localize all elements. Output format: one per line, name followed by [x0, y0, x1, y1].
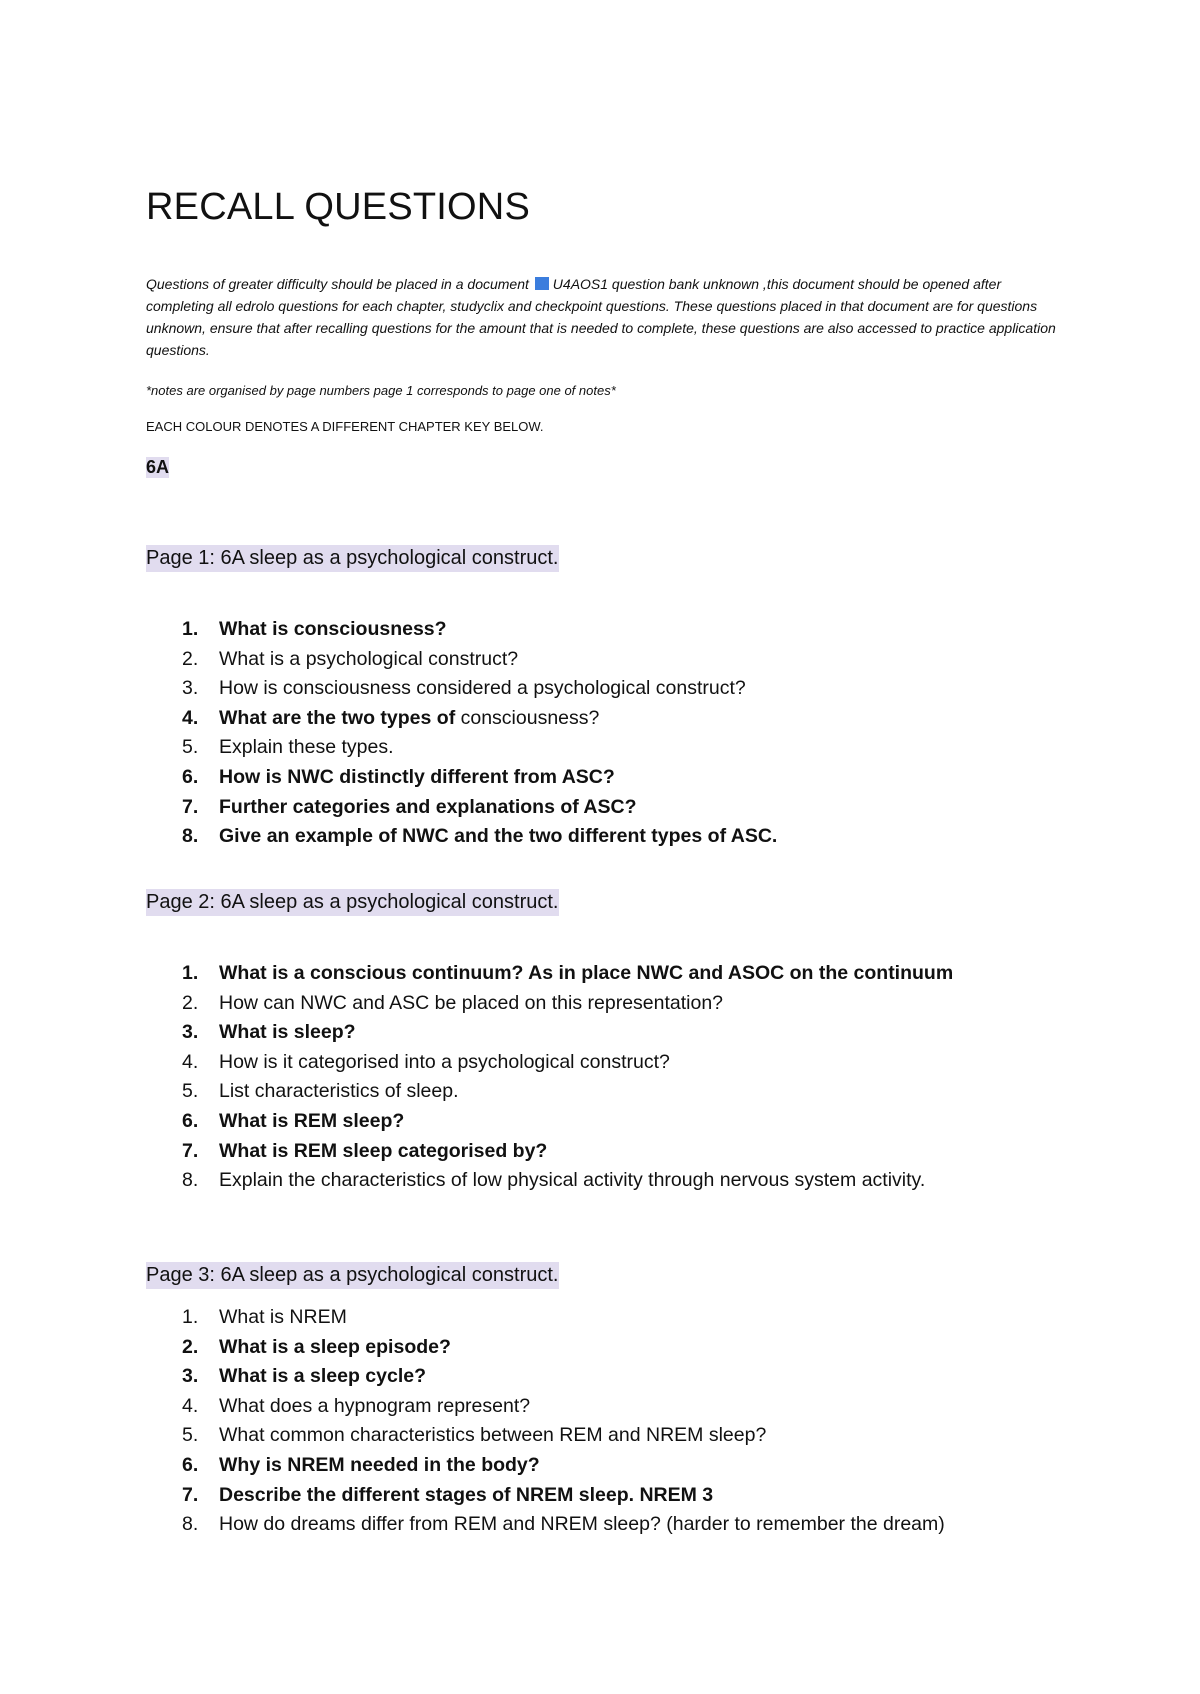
question-number: 6.	[182, 765, 199, 788]
section-heading-page-3: Page 3: 6A sleep as a psychological construct.	[146, 1262, 559, 1289]
page-title: RECALL QUESTIONS	[146, 186, 530, 228]
question-text-normal: How is it categorised into a psychological construct?	[219, 1050, 670, 1073]
question-text-bold: Give an example of NWC and the two different types of ASC.	[219, 825, 778, 848]
question-number: 3.	[182, 1365, 199, 1388]
question-text-bold: Further categories and explanations of ASC?	[219, 795, 637, 818]
question-text	[219, 959, 953, 988]
question-text-bold: What are the two types of	[219, 706, 461, 729]
question-text-normal: List characteristics of sleep.	[219, 1080, 459, 1103]
question-text	[219, 1510, 945, 1539]
question-text-normal: What is NREM	[219, 1306, 347, 1328]
question-text-bold: What is a conscious continuum? As in place NWC and ASOC on the continuum	[219, 962, 954, 984]
question-number: 1.	[182, 1306, 199, 1328]
question-text	[219, 822, 777, 851]
question-text	[219, 733, 394, 762]
intro-text-after: ,this document should be opened after completing all edrolo questions for each chapter, studyclix and checkpoint questions. These questions placed in that document are for questions unknown, ensure that after recalling questions for the amount that is needed to complete, these questions are also accessed to practice application questions.	[146, 276, 1056, 358]
chapter-label: 6A	[146, 457, 170, 477]
question-text	[219, 1107, 404, 1136]
question-text	[219, 704, 599, 733]
question-text-normal: Explain the characteristics of low physical activity through nervous system activity.	[219, 1169, 926, 1192]
question-text	[219, 1077, 459, 1106]
question-number: 8.	[182, 825, 199, 848]
question-text	[219, 645, 518, 674]
document-icon	[535, 277, 549, 290]
question-number: 5.	[182, 1424, 199, 1447]
question-text-bold: Describe the different stages of NREM sleep. NREM 3	[219, 1483, 714, 1506]
question-text-normal: consciousness?	[460, 706, 600, 729]
question-text	[219, 1018, 356, 1047]
question-text-bold: What is REM sleep?	[219, 1109, 405, 1132]
question-bank-link[interactable]: U4AOS1 question bank unknown	[552, 276, 760, 292]
question-text-bold: What is a sleep episode?	[219, 1335, 451, 1358]
question-text-bold: What is consciousness?	[219, 618, 447, 640]
question-text-bold: What is a sleep cycle?	[219, 1365, 427, 1388]
question-text	[219, 1362, 426, 1391]
question-text	[219, 674, 746, 703]
question-text-bold: What is sleep?	[219, 1021, 356, 1044]
question-number: 7.	[182, 795, 199, 818]
question-number: 5.	[182, 1080, 199, 1103]
colour-key-text: EACH COLOUR DENOTES A DIFFERENT CHAPTER KEY BELOW.	[146, 419, 544, 434]
question-number: 4.	[182, 1394, 199, 1417]
question-number: 1.	[182, 962, 199, 984]
question-number: 2.	[182, 991, 199, 1014]
question-number: 2.	[182, 1335, 199, 1358]
question-number: 3.	[182, 1021, 199, 1044]
question-text	[219, 1137, 547, 1166]
question-number: 7.	[182, 1483, 199, 1506]
question-text-normal: How do dreams differ from REM and NREM sleep? (harder to remember the dream)	[219, 1513, 945, 1536]
question-text-bold: What is REM sleep categorised by?	[219, 1139, 548, 1162]
question-text	[219, 1392, 530, 1421]
question-number: 8.	[182, 1169, 199, 1192]
question-number: 6.	[182, 1109, 199, 1132]
question-text-bold: How is NWC distinctly different from ASC?	[219, 765, 615, 788]
question-number: 2.	[182, 647, 199, 670]
section-heading-page-1: Page 1: 6A sleep as a psychological construct.	[146, 545, 559, 572]
question-text-normal: How can NWC and ASC be placed on this representation?	[219, 991, 724, 1014]
question-number: 4.	[182, 706, 199, 729]
question-text	[219, 1451, 540, 1480]
question-text-normal: Explain these types.	[219, 736, 394, 759]
question-text	[219, 1421, 766, 1450]
question-text	[219, 793, 637, 822]
question-number: 6.	[182, 1453, 199, 1476]
question-text-normal: What is a psychological construct?	[219, 647, 519, 670]
question-text-normal: What common characteristics between REM and NREM sleep?	[219, 1424, 767, 1447]
question-text	[219, 615, 447, 644]
intro-paragraph	[146, 273, 1066, 361]
question-number: 8.	[182, 1513, 199, 1536]
notes-organisation-note: *notes are organised by page numbers page 1 corresponds to page one of notes*	[146, 383, 616, 398]
question-text-bold: Why is NREM needed in the body?	[219, 1453, 540, 1476]
question-text-normal: How is consciousness considered a psychological construct?	[219, 677, 746, 700]
question-text	[219, 763, 615, 792]
question-text	[219, 1166, 925, 1195]
question-text	[219, 1333, 451, 1362]
question-number: 7.	[182, 1139, 199, 1162]
question-text	[219, 989, 723, 1018]
question-text-normal: What does a hypnogram represent?	[219, 1394, 531, 1417]
question-number: 3.	[182, 677, 199, 700]
question-number: 5.	[182, 736, 199, 759]
question-text	[219, 1481, 713, 1510]
question-number: 1.	[182, 618, 199, 640]
section-heading-page-2: Page 2: 6A sleep as a psychological construct.	[146, 889, 559, 916]
question-number: 4.	[182, 1050, 199, 1073]
question-text	[219, 1303, 347, 1332]
intro-text-before: Questions of greater difficulty should be placed in a document	[146, 276, 533, 292]
question-text	[219, 1048, 670, 1077]
